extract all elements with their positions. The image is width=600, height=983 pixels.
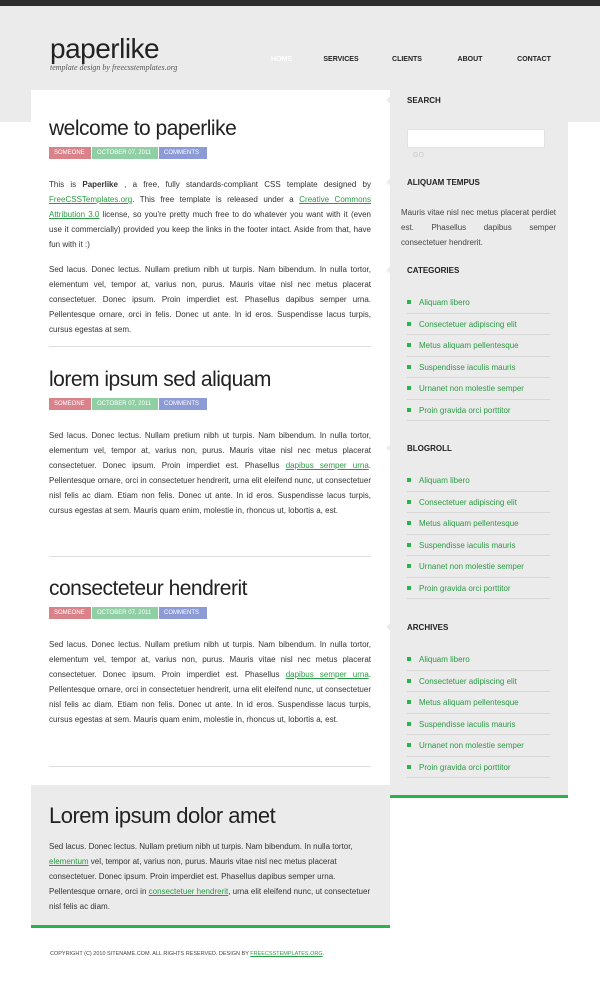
post-body — [49, 428, 371, 518]
bullet-icon — [407, 765, 411, 769]
nav-clients[interactable]: CLIENTS — [392, 56, 422, 63]
text: . Pellentesque ornare, orci in consectetuer hendrerit, urna elit eleifend nunc, ut consectetuer nisl felis ac diam. Etiam non felis. Donec ut ante. In id eros. Suspendisse lacus turpis, cursus egestas at sem. Mauris quam enim, molestie in, rhoncus ut, lobortis a, est. — [49, 461, 372, 515]
text: license, so you're pretty much free to do whatever you want with it (even use it commercially) provided you keep the links in the footer intact. Aside from that, have fun with it :) — [49, 210, 371, 249]
list-item[interactable] — [407, 400, 550, 422]
list-item-label[interactable]: Metus aliquam pellentesque — [419, 698, 519, 707]
search-go-button[interactable]: GO — [413, 152, 424, 159]
dapibus-link[interactable]: dapibus semper urna — [285, 461, 369, 470]
list-item-label[interactable]: Suspendisse iaculis mauris — [419, 540, 516, 550]
post-comments-tag[interactable]: COMMENTS — [159, 398, 207, 410]
list-item[interactable] — [407, 513, 550, 535]
post-paragraph — [49, 428, 371, 518]
dapibus-link[interactable]: dapibus semper urna — [285, 670, 369, 679]
post-date-tag: OCTOBER 07, 2011 — [92, 607, 158, 619]
categories-heading: CATEGORIES — [407, 266, 460, 275]
list-item[interactable] — [407, 492, 550, 514]
bullet-icon — [407, 500, 411, 504]
list-item-label[interactable]: Metus aliquam pellentesque — [419, 341, 519, 350]
post-paragraph — [49, 637, 371, 727]
list-item-label[interactable]: Proin gravida orci porttitor — [419, 762, 511, 772]
post-author-tag[interactable]: SOMEONE — [49, 147, 91, 159]
list-item[interactable] — [407, 714, 550, 736]
list-item[interactable] — [407, 470, 550, 492]
bullet-icon — [407, 700, 411, 704]
list-item-label[interactable]: Suspendisse iaculis mauris — [419, 719, 516, 729]
blogroll-list — [407, 470, 550, 599]
text: , urna elit eleifend nunc, ut consectetuer nisl felis ac diam. — [49, 887, 371, 911]
post-1 — [49, 117, 371, 347]
list-item-label[interactable]: Proin gravida orci porttitor — [419, 583, 511, 593]
list-item-label[interactable]: Urnanet non molestie semper — [419, 384, 524, 393]
post-author-tag[interactable]: SOMEONE — [49, 607, 91, 619]
bullet-icon — [407, 365, 411, 369]
bold-text: Paperlike — [82, 180, 118, 189]
nav-home[interactable]: HOME — [254, 48, 309, 72]
text: . This free template is released under a — [132, 195, 300, 204]
list-item[interactable] — [407, 649, 550, 671]
post-2 — [49, 368, 371, 528]
list-item[interactable] — [407, 692, 550, 714]
list-item[interactable] — [407, 671, 550, 693]
list-item-label[interactable]: Urnanet non molestie semper — [419, 562, 524, 571]
post-author-tag[interactable]: SOMEONE — [49, 398, 91, 410]
text: Sed lacus. Donec lectus. Nullam pretium nibh ut turpis. Nam bibendum. In nulla tortor, — [49, 842, 353, 851]
freecsstemplates-link[interactable]: FreeCSSTemplates.org — [49, 195, 133, 204]
post-title[interactable]: consecteteur hendrerit — [49, 577, 247, 600]
text: . — [322, 951, 325, 957]
post-paragraph: Sed lacus. Donec lectus. Nullam pretium nibh ut turpis. Nam bibendum. In nulla tortor, elementum vel, tempor at, varius non, purus. Mauris vitae nisl nec metus placerat consectetuer. Donec ipsum. Proin imperdiet est. Phasellus dapibus semper urna. Pellentesque ornare, orci in felis. Donec ut ante. In id eros. Suspendisse lacus turpis, cursus egestas at sem. — [49, 265, 371, 334]
post-date-tag: OCTOBER 07, 2011 — [92, 147, 158, 159]
list-item[interactable] — [407, 535, 550, 557]
text: . Pellentesque ornare, orci in consectetuer hendrerit, urna elit eleifend nunc, ut consectetuer nisl felis ac diam. Etiam non felis. Donec ut ante. In id eros. Suspendisse lacus turpis, cursus egestas at sem. Mauris quam enim, molestie in, rhoncus ut, lobortis a, est. — [49, 670, 372, 724]
bullet-icon — [407, 679, 411, 683]
bullet-icon — [407, 543, 411, 547]
feature-body — [49, 839, 372, 914]
feature-box — [31, 785, 390, 928]
bullet-icon — [407, 408, 411, 412]
site-title[interactable]: paperlike — [50, 33, 160, 64]
archives-heading: ARCHIVES — [407, 623, 449, 632]
post-divider — [49, 556, 371, 557]
bullet-icon — [407, 722, 411, 726]
post-comments-tag[interactable]: COMMENTS — [159, 607, 207, 619]
bullet-icon — [407, 743, 411, 747]
post-3 — [49, 577, 371, 737]
post-date-tag: OCTOBER 07, 2011 — [92, 398, 158, 410]
list-item-label[interactable]: Consectetuer adipiscing elit — [419, 497, 517, 507]
post-title[interactable]: lorem ipsum sed aliquam — [49, 368, 271, 391]
blogroll-heading: BLOGROLL — [407, 444, 452, 453]
bullet-icon — [407, 521, 411, 525]
post-body — [49, 637, 371, 727]
nav-services[interactable]: SERVICES — [323, 56, 359, 63]
text: Sed lacus. Donec lectus. Nullam pretium nibh ut turpis. Nam bibendum. In nulla tortor, elementum vel, tempor at, varius non, purus. Mauris vitae nisl nec metus placerat consectetuer. Donec ipsum. Proin imperdiet est. Phasellus — [49, 640, 371, 679]
list-item-label[interactable]: Metus aliquam pellentesque — [419, 519, 519, 528]
list-item[interactable] — [407, 757, 550, 779]
search-input[interactable] — [407, 129, 545, 148]
bullet-icon — [407, 343, 411, 347]
list-item-label[interactable]: Urnanet non molestie semper — [419, 741, 524, 750]
list-item-label[interactable]: Suspendisse iaculis mauris — [419, 362, 516, 372]
post-comments-tag[interactable]: COMMENTS — [159, 147, 207, 159]
post-meta — [49, 607, 371, 620]
list-item[interactable] — [407, 556, 550, 578]
consectetuer-hendrerit-link[interactable]: consectetuer hendrerit — [148, 887, 229, 896]
post-divider — [49, 766, 371, 767]
list-item-label[interactable]: Aliquam libero — [419, 476, 470, 485]
categories-list — [407, 292, 550, 421]
elementum-link[interactable]: elementum — [49, 857, 89, 866]
site-tagline: template design by freecsstemplates.org — [50, 63, 178, 72]
list-item-label[interactable]: Consectetuer adipiscing elit — [419, 676, 517, 686]
text: This is — [49, 180, 83, 189]
footer — [50, 951, 324, 957]
list-item[interactable] — [407, 314, 550, 336]
list-item[interactable] — [407, 735, 550, 757]
archives-list — [407, 649, 550, 778]
text: , a free, fully standards-compliant CSS template designed by — [117, 180, 372, 189]
post-meta — [49, 398, 371, 411]
bullet-icon — [407, 322, 411, 326]
text: vel, tempor at, varius non, purus. Mauris vitae nisl nec metus placerat consectetuer. Donec ipsum. Proin imperdiet est. Phasellus dapibus semper urna. Pellentesque ornare, orci in — [49, 857, 337, 896]
footer-design-link[interactable]: FREECSSTEMPLATES.ORG — [250, 951, 323, 957]
nav-contact[interactable]: CONTACT — [517, 56, 551, 63]
post-title[interactable]: welcome to paperlike — [49, 117, 237, 140]
list-item-label[interactable]: Proin gravida orci porttitor — [419, 405, 511, 415]
post-divider — [49, 346, 371, 347]
list-item[interactable] — [407, 578, 550, 600]
list-item[interactable] — [407, 292, 550, 314]
bullet-icon — [407, 386, 411, 390]
aliquam-tempus-heading: ALIQUAM TEMPUS — [407, 178, 480, 187]
nav-about[interactable]: ABOUT — [457, 56, 483, 63]
about-text: Mauris vitae nisl nec metus placerat perdiet est. Phasellus dapibus semper consectetuer hendrerit. — [401, 208, 556, 247]
text: Sed lacus. Donec lectus. Nullam pretium nibh ut turpis. Nam bibendum. In nulla tortor, elementum vel, tempor at, varius non, purus. Mauris vitae nisl nec metus placerat consectetuer. Donec ipsum. Proin imperdiet est. Phasellus — [49, 431, 371, 470]
bullet-icon — [407, 657, 411, 661]
list-item[interactable] — [407, 378, 550, 400]
post-body — [49, 177, 371, 337]
bullet-icon — [407, 300, 411, 304]
list-item[interactable] — [407, 357, 550, 379]
bullet-icon — [407, 564, 411, 568]
bullet-icon — [407, 478, 411, 482]
site-logo[interactable] — [50, 34, 177, 72]
creative-commons-link[interactable]: Creative Commons Attribution 3.0 — [49, 195, 371, 219]
post-paragraph — [49, 177, 371, 252]
list-item[interactable] — [407, 335, 550, 357]
list-item-label[interactable]: Aliquam libero — [419, 298, 470, 307]
copyright-text: COPYRIGHT (C) 2010 SITENAME.COM. ALL RIGHTS RESERVED. DESIGN BY — [50, 951, 251, 957]
list-item-label[interactable]: Consectetuer adipiscing elit — [419, 319, 517, 329]
feature-title: Lorem ipsum dolor amet — [49, 803, 276, 828]
search-heading: SEARCH — [407, 96, 441, 105]
list-item-label[interactable]: Aliquam libero — [419, 655, 470, 664]
bullet-icon — [407, 586, 411, 590]
post-meta — [49, 147, 371, 160]
